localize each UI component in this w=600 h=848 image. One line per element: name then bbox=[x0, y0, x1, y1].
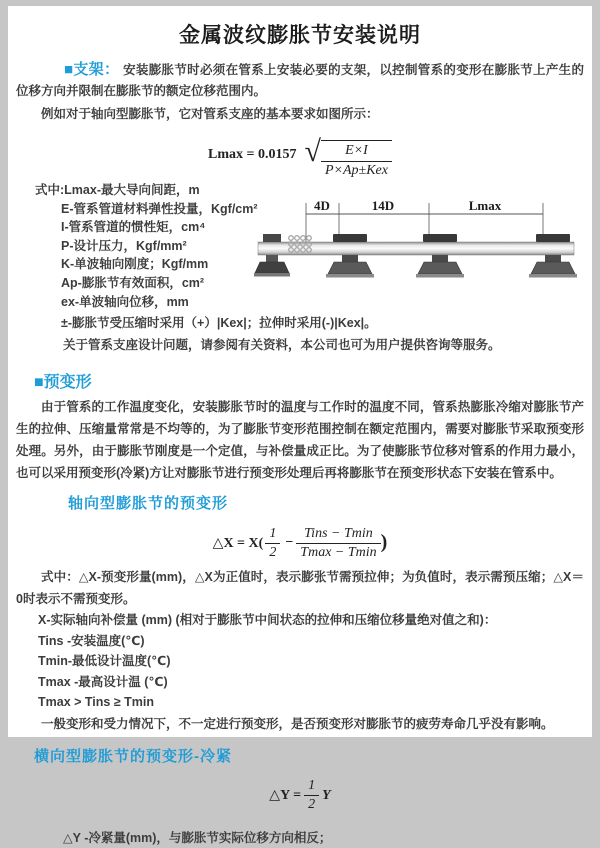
support-intro-paragraph bbox=[16, 59, 584, 102]
definition-line: ex-单波轴向位移，mm bbox=[61, 294, 189, 309]
definition-line: X-实际轴向补偿量 (mm) (相对于膨胀节中间状态的拉伸和压缩位移量绝对值之和)： bbox=[38, 613, 497, 628]
formula1-lhs: Lmax = 0.0157 bbox=[208, 147, 297, 162]
pipe-support-diagram bbox=[256, 198, 588, 296]
formula2-numerator: Tins − Tmin bbox=[296, 526, 380, 544]
lateral-note: △Y -冷紧量(mm)，与膨胀节实际位移方向相反； bbox=[63, 830, 332, 845]
radical-sign: √ $\frac{E\times I}{\text{P×Ap±Kex}}$ bbox=[305, 131, 392, 178]
lateral-coldpull-formula bbox=[8, 778, 592, 814]
formula2-minus: − bbox=[285, 535, 294, 551]
formula3-rhs: Y bbox=[322, 787, 331, 803]
plus-minus-note: ±-膨胀节受压缩时采用（+）|Kex|；拉伸时采用(-)|Kex|。 bbox=[61, 316, 377, 331]
pipe-guide-support bbox=[326, 234, 374, 278]
guide-spacing-formula bbox=[8, 133, 592, 177]
definition-line: Tins -安装温度(℃) bbox=[38, 633, 145, 648]
formula3-lhs: △Y = bbox=[269, 788, 302, 804]
lateral-subheading: 横向型膨胀节的预变形-冷紧 bbox=[34, 747, 232, 765]
document-page bbox=[8, 6, 592, 845]
axial-note1: 式中：△X-预变形量(mm)，△X为正值时，表示膨张节需预拉伸；为负值时，表示需预压缩；△X＝0时表示不需预变形。 bbox=[16, 570, 584, 606]
pipe-guide-support bbox=[529, 234, 577, 278]
definition-line: Ap-膨胀节有效面积，cm² bbox=[61, 275, 205, 290]
formula2-denominator: Tmax − Tmin bbox=[300, 544, 377, 560]
axial-definitions bbox=[8, 610, 592, 713]
formula1-numerator: E×I bbox=[321, 143, 392, 161]
support-example-line: 例如对于轴向型膨胀节，它对管系支座的基本要求如图所示： bbox=[41, 107, 379, 121]
formula2-close-paren: ) bbox=[380, 530, 388, 553]
formula2-half: $\frac{1}{2}$ bbox=[265, 526, 280, 561]
formula1-fraction bbox=[321, 143, 392, 178]
definition-line: K-单波轴向刚度；Kgf/mm bbox=[61, 257, 209, 272]
formula3-half: $\frac{1}{2}$ bbox=[304, 778, 319, 813]
consult-note: 关于管系支座设计问题，请参阅有关资料，本公司也可为用户提供咨询等服务。 bbox=[63, 338, 501, 353]
formula2-lhs: △X = X( bbox=[212, 535, 264, 551]
definition-line: I-管系管道的惯性矩，cm⁴ bbox=[61, 220, 206, 235]
page-title: 金属波纹膨胀节安装说明 bbox=[179, 24, 421, 47]
axial-note2: 一般变形和受力情况下，不一定进行预变形，是否预变形对膨胀节的疲劳寿命几乎没有影响。 bbox=[41, 716, 554, 731]
dim-label-14d: 14D bbox=[371, 198, 395, 213]
definition-line: 式中:Lmax-最大导向间距，m bbox=[35, 183, 200, 197]
formula1-denominator: P×Ap±Kex bbox=[324, 162, 388, 178]
axial-predeform-formula bbox=[8, 523, 592, 563]
definition-line: P-设计压力，Kgf/mm² bbox=[61, 238, 187, 253]
definition-line: E-管系管道材料弹性投量，Kgf/cm² bbox=[61, 201, 258, 216]
pipe-guide-support bbox=[416, 234, 464, 278]
support-section-heading: ■支架： bbox=[64, 61, 120, 78]
axial-subheading: 轴向型膨胀节的预变形 bbox=[68, 495, 229, 513]
predeform-section-heading: ■预变形 bbox=[34, 374, 92, 392]
dim-label-4d: 4D bbox=[314, 198, 330, 213]
dim-label-lmax: Lmax bbox=[468, 198, 502, 213]
definition-line: Tmax -最高设计温 (℃) bbox=[38, 674, 168, 689]
predeform-paragraph: 由于管系的工作温度变化，安装膨胀节时的温度与工作时的温度不同，管系热膨胀冷缩对膨胀节产生的拉伸、压缩量常常是不均等的，为了膨胀节变形范围控制在额定范围内，需要对膨胀节采取预变形处理。另外，由于膨胀节刚度是一个定值，与补偿量成正比。为了使膨胀节位移对管系的作用力最小，也可以采用预变形(冷紧)方让对膨胀节进行预变形处理后再将膨胀节在预变形状态下安装在管系中。 bbox=[16, 400, 584, 481]
support-intro-text: 安装膨胀节时必须在管系上安装必要的支架，以控制管系的变形在膨胀节上产生的位移方向并限制在膨胀节的额定位移范围内。 bbox=[16, 63, 584, 98]
definition-line: Tmax > Tins ≥ Tmin bbox=[38, 695, 155, 710]
definition-line: Tmin-最低设计温度(℃) bbox=[38, 654, 171, 669]
formula2-temp-fraction bbox=[296, 526, 380, 561]
